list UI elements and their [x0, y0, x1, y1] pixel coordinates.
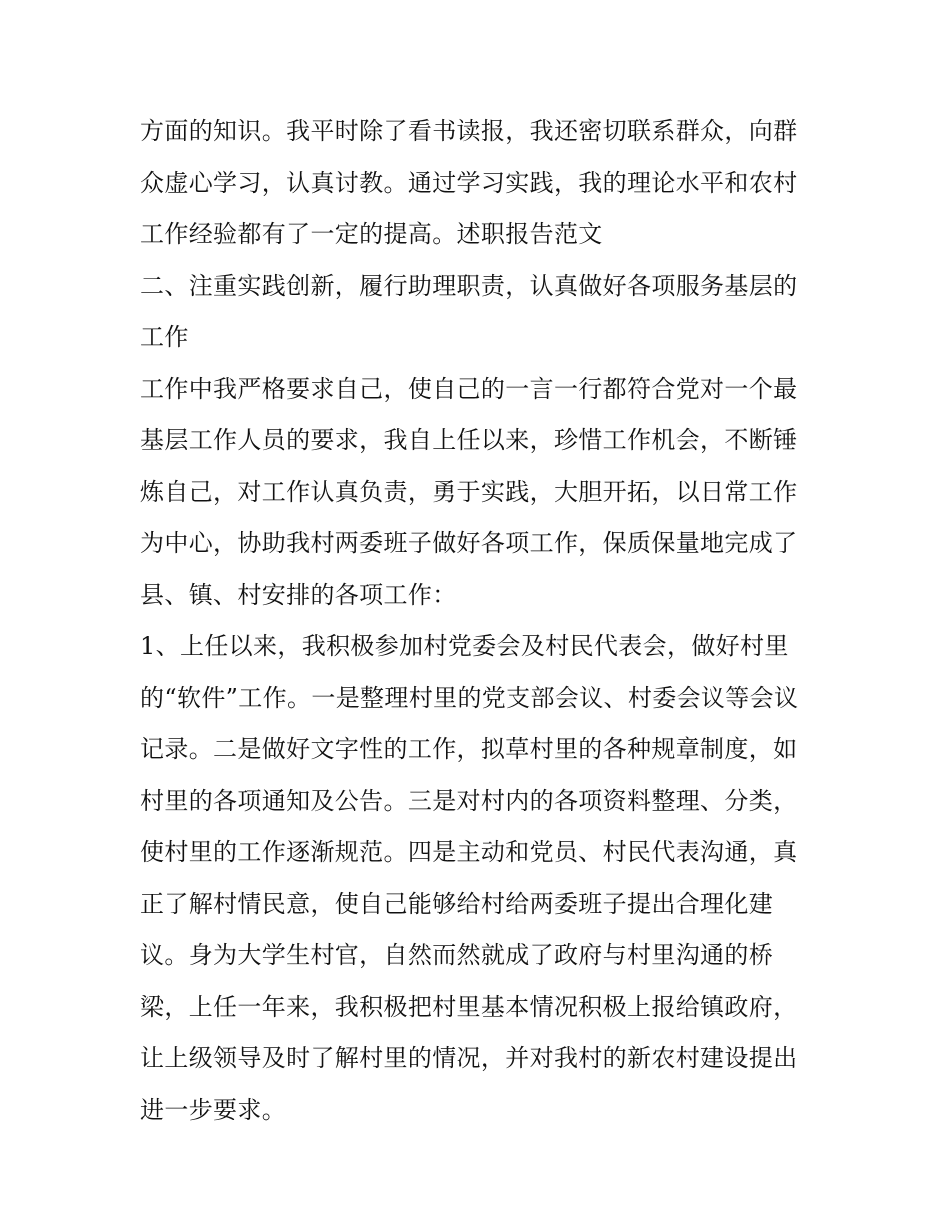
text-line: 方面的知识。我平时除了看书读报，我还密切联系群众，向群 — [140, 117, 798, 145]
text-line: 县、镇、村安排的各项工作： — [140, 580, 457, 609]
text-line: 让上级领导及时了解村里的情况，并对我村的新农村建设提出 — [140, 1044, 798, 1072]
text-line: 基层工作人员的要求，我自上任以来，珍惜工作机会，不断锤 — [140, 426, 798, 454]
text-line: 议。身为大学生村官，自然而然就成了政府与村里沟通的桥 — [140, 941, 774, 969]
text-line: 记录。二是做好文字性的工作，拟草村里的各种规章制度，如 — [140, 735, 798, 763]
text-line: 梁，上任一年来，我积极把村里基本情况积极上报给镇政府， — [140, 992, 798, 1021]
text-line: 炼自己，对工作认真负责，勇于实践，大胆开拓，以日常工作 — [140, 477, 798, 506]
text-line: 的“软件”工作。一是整理村里的党支部会议、村委会议等会议 — [140, 683, 799, 712]
text-line: 正了解村情民意，使自己能够给村给两委班子提出合理化建 — [140, 889, 774, 918]
text-line: 为中心，协助我村两委班子做好各项工作，保质保量地完成了 — [140, 529, 798, 557]
text-line: 进一步要求。 — [140, 1095, 287, 1124]
text-line: 工作中我严格要求自己，使自己的一言一行都符合党对一个最 — [140, 374, 798, 403]
text-line: 众虚心学习，认真讨教。通过学习实践，我的理论水平和农村 — [140, 168, 798, 197]
section-heading: 二、注重实践创新，履行助理职责，认真做好各项服务基层的 — [140, 271, 798, 300]
section-heading: 工作 — [140, 323, 189, 351]
text-line: 村里的各项通知及公告。三是对村内的各项资料整理、分类， — [140, 786, 798, 815]
text-line: 使村里的工作逐渐规范。四是主动和党员、村民代表沟通，真 — [140, 838, 798, 866]
list-item-line: 1、上任以来，我积极参加村党委会及村民代表会，做好村里 — [140, 632, 789, 660]
text-line: 工作经验都有了一定的提高。述职报告范文 — [140, 220, 603, 248]
document-body — [140, 106, 815, 1136]
